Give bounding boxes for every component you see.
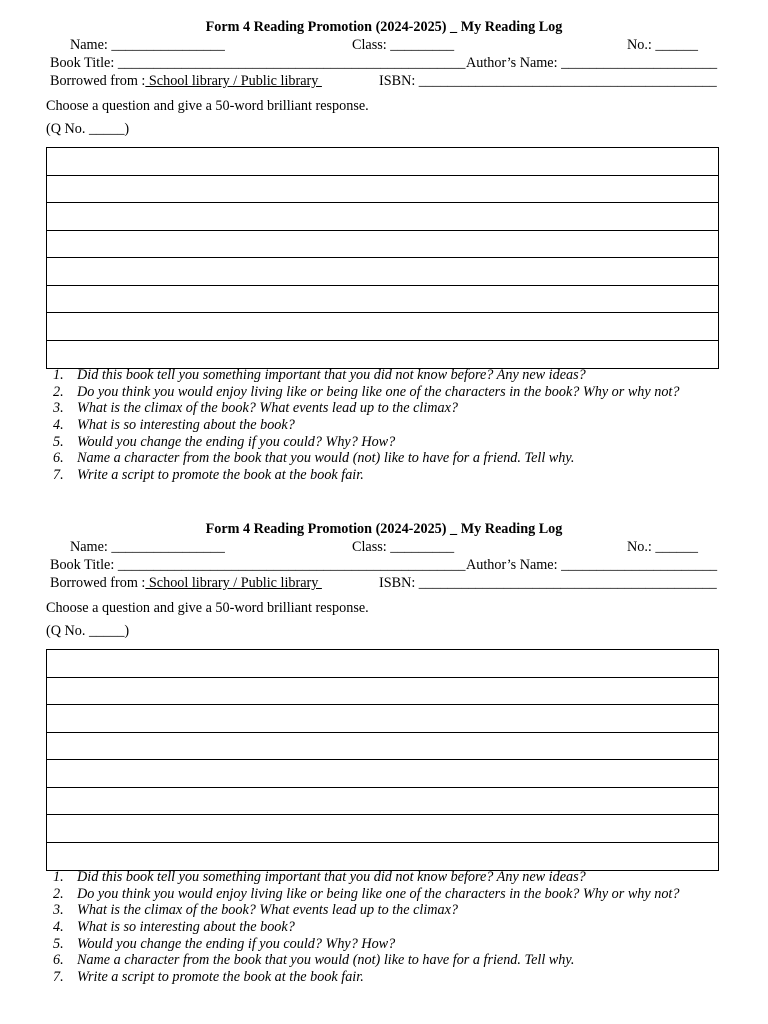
answer-line xyxy=(47,733,718,761)
question-item xyxy=(53,450,679,467)
question-item xyxy=(53,952,679,969)
answer-line xyxy=(47,231,718,259)
author-name-field: Author’s Name: ______________________ xyxy=(466,557,718,573)
question-item xyxy=(53,919,679,936)
question-text: Did this book tell you something important that you did not know before? Any new ideas? xyxy=(77,367,586,383)
question-text: Write a script to promote the book at the book fair. xyxy=(77,969,364,986)
class-field: Class: _________ xyxy=(352,37,455,53)
reading-log-form-2 xyxy=(0,502,768,1002)
answer-line xyxy=(47,705,718,733)
question-item xyxy=(53,886,679,903)
question-text: What is the climax of the book? What events lead up to the climax? xyxy=(77,902,458,919)
question-text: What is so interesting about the book? xyxy=(77,919,295,936)
instruction-text: Choose a question and give a 50-word brilliant response. xyxy=(46,600,369,616)
answer-line xyxy=(47,650,718,678)
book-title-field: Book Title: _________________________________________________ xyxy=(50,55,466,71)
answer-line xyxy=(47,843,718,871)
author-name-field: Author’s Name: ______________________ xyxy=(466,55,718,71)
question-item xyxy=(53,417,679,434)
question-text: Name a character from the book that you would (not) like to have for a friend. Tell why. xyxy=(77,952,575,969)
answer-line xyxy=(47,760,718,788)
question-number: 5. xyxy=(53,433,64,450)
question-text: What is so interesting about the book? xyxy=(77,417,295,434)
question-number: 3. xyxy=(53,902,64,919)
form-title: Form 4 Reading Promotion (2024-2025) _ My Reading Log xyxy=(205,19,563,35)
answer-line xyxy=(47,286,718,314)
question-item xyxy=(53,902,679,919)
question-item xyxy=(53,467,679,484)
form-title: Form 4 Reading Promotion (2024-2025) _ My Reading Log xyxy=(205,521,563,537)
borrowed-from-options: School library / Public library xyxy=(145,73,322,89)
borrowed-from-field xyxy=(50,574,322,592)
answer-lines-box xyxy=(46,147,719,369)
question-text: Write a script to promote the book at the book fair. xyxy=(77,467,364,484)
question-text: Would you change the ending if you could? Why? How? xyxy=(77,935,396,952)
borrowed-from-label: Borrowed from : xyxy=(50,73,146,89)
answer-lines-box xyxy=(46,649,719,871)
answer-line xyxy=(47,148,718,176)
question-number: 6. xyxy=(53,450,64,467)
question-number: 4. xyxy=(53,417,64,434)
question-number: 5. xyxy=(53,935,64,952)
question-item xyxy=(53,400,679,417)
answer-line xyxy=(47,788,718,816)
question-number: 2. xyxy=(53,885,64,902)
question-item xyxy=(53,367,679,384)
question-item xyxy=(53,434,679,451)
name-field: Name: ________________ xyxy=(70,37,225,53)
answer-line xyxy=(47,203,718,231)
answer-line xyxy=(47,258,718,286)
answer-line xyxy=(47,678,718,706)
student-number-field: No.: ______ xyxy=(627,539,698,555)
question-number: 3. xyxy=(53,400,64,417)
question-item xyxy=(53,869,679,886)
question-number: 6. xyxy=(53,952,64,969)
reading-log-form-1 xyxy=(0,0,768,500)
question-item xyxy=(53,384,679,401)
name-field: Name: ________________ xyxy=(70,539,225,555)
question-list xyxy=(53,869,679,986)
question-text: Do you think you would enjoy living like or being like one of the characters in the book? Why or why not? xyxy=(77,885,680,902)
class-field: Class: _________ xyxy=(352,539,455,555)
question-text: What is the climax of the book? What events lead up to the climax? xyxy=(77,400,458,417)
answer-line xyxy=(47,341,718,369)
student-number-field: No.: ______ xyxy=(627,37,698,53)
question-number: 7. xyxy=(53,969,64,986)
answer-line xyxy=(47,313,718,341)
question-text: Name a character from the book that you would (not) like to have for a friend. Tell why. xyxy=(77,450,575,467)
answer-line xyxy=(47,815,718,843)
question-number: 7. xyxy=(53,467,64,484)
answer-line xyxy=(47,176,718,204)
question-text: Do you think you would enjoy living like or being like one of the characters in the book? Why or why not? xyxy=(77,383,680,400)
question-number: 4. xyxy=(53,919,64,936)
question-item xyxy=(53,936,679,953)
question-number: 1. xyxy=(53,367,64,383)
question-number: 1. xyxy=(53,869,64,885)
question-number: 2. xyxy=(53,383,64,400)
borrowed-from-options: School library / Public library xyxy=(145,575,322,591)
question-list xyxy=(53,367,679,484)
question-text: Did this book tell you something important that you did not know before? Any new ideas? xyxy=(77,869,586,885)
question-item xyxy=(53,969,679,986)
question-number-field: (Q No. _____) xyxy=(46,121,130,137)
isbn-field: ISBN: __________________________________________ xyxy=(379,575,717,591)
book-title-field: Book Title: _________________________________________________ xyxy=(50,557,466,573)
instruction-text: Choose a question and give a 50-word brilliant response. xyxy=(46,98,369,114)
question-text: Would you change the ending if you could? Why? How? xyxy=(77,433,396,450)
question-number-field: (Q No. _____) xyxy=(46,623,130,639)
borrowed-from-label: Borrowed from : xyxy=(50,575,146,591)
borrowed-from-field xyxy=(50,72,322,90)
isbn-field: ISBN: __________________________________________ xyxy=(379,73,717,89)
